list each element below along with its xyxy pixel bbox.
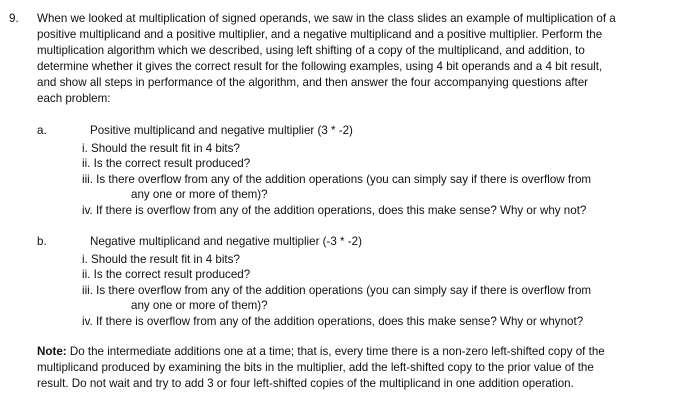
note-text: Do the intermediate additions one at a time; that is, every time there is a non-zero left-shifted copy of the [66, 345, 605, 358]
note-label: Note: [37, 345, 67, 358]
part-a-question-4: iv. If there is overflow from any of the addition operations, does this make sense? Why or why not? [82, 204, 587, 217]
part-a-question-3-continued: any one or more of them)? [131, 188, 268, 201]
intro-line: and show all steps in performance of the algorithm, and then answer the four accompanying questions after [37, 76, 589, 89]
part-a-letter: a. [37, 124, 47, 137]
part-b-question-3: iii. Is there overflow from any of the addition operations (you can simply say if there is overflow from [82, 284, 592, 297]
part-b-question-1: i. Should the result fit in 4 bits? [82, 253, 240, 266]
note-paragraph [37, 344, 687, 392]
note-line [37, 344, 687, 360]
part-b-question-4: iv. If there is overflow from any of the addition operations, does this make sense? Why or whynot? [82, 315, 584, 328]
note-line: multiplicand produced by examining the bits in the multiplier, add the left-shifted copy to the prior value of the [37, 361, 594, 374]
part-b-question-2: ii. Is the correct result produced? [82, 268, 251, 281]
question-intro [37, 11, 687, 107]
part-b-letter: b. [37, 235, 47, 248]
part-b-title: Negative multiplicand and negative multiplier (-3 * -2) [90, 235, 362, 248]
part-a-question-2: ii. Is the correct result produced? [82, 157, 251, 170]
question-number: 9. [9, 12, 19, 25]
intro-line: each problem: [37, 92, 111, 105]
intro-line: positive multiplicand and a positive multiplier, and a negative multiplicand and a positive multiplier. Perform the [37, 28, 603, 41]
note-line: result. Do not wait and try to add 3 or four left-shifted copies of the multiplicand in one addition operation. [37, 377, 574, 390]
intro-line: determine whether it gives the correct result for the following examples, using 4 bit operands and a 4 bit result, [37, 60, 603, 73]
part-a-question-1: i. Should the result fit in 4 bits? [82, 142, 240, 155]
part-a-question-3: iii. Is there overflow from any of the addition operations (you can simply say if there is overflow from [82, 173, 592, 186]
intro-line: When we looked at multiplication of signed operands, we saw in the class slides an example of multiplication of a [37, 12, 616, 25]
part-b-question-3-continued: any one or more of them)? [131, 299, 268, 312]
intro-line: multiplication algorithm which we described, using left shifting of a copy of the multiplicand, and addition, to [37, 44, 585, 57]
part-a-title: Positive multiplicand and negative multiplier (3 * -2) [90, 124, 353, 137]
